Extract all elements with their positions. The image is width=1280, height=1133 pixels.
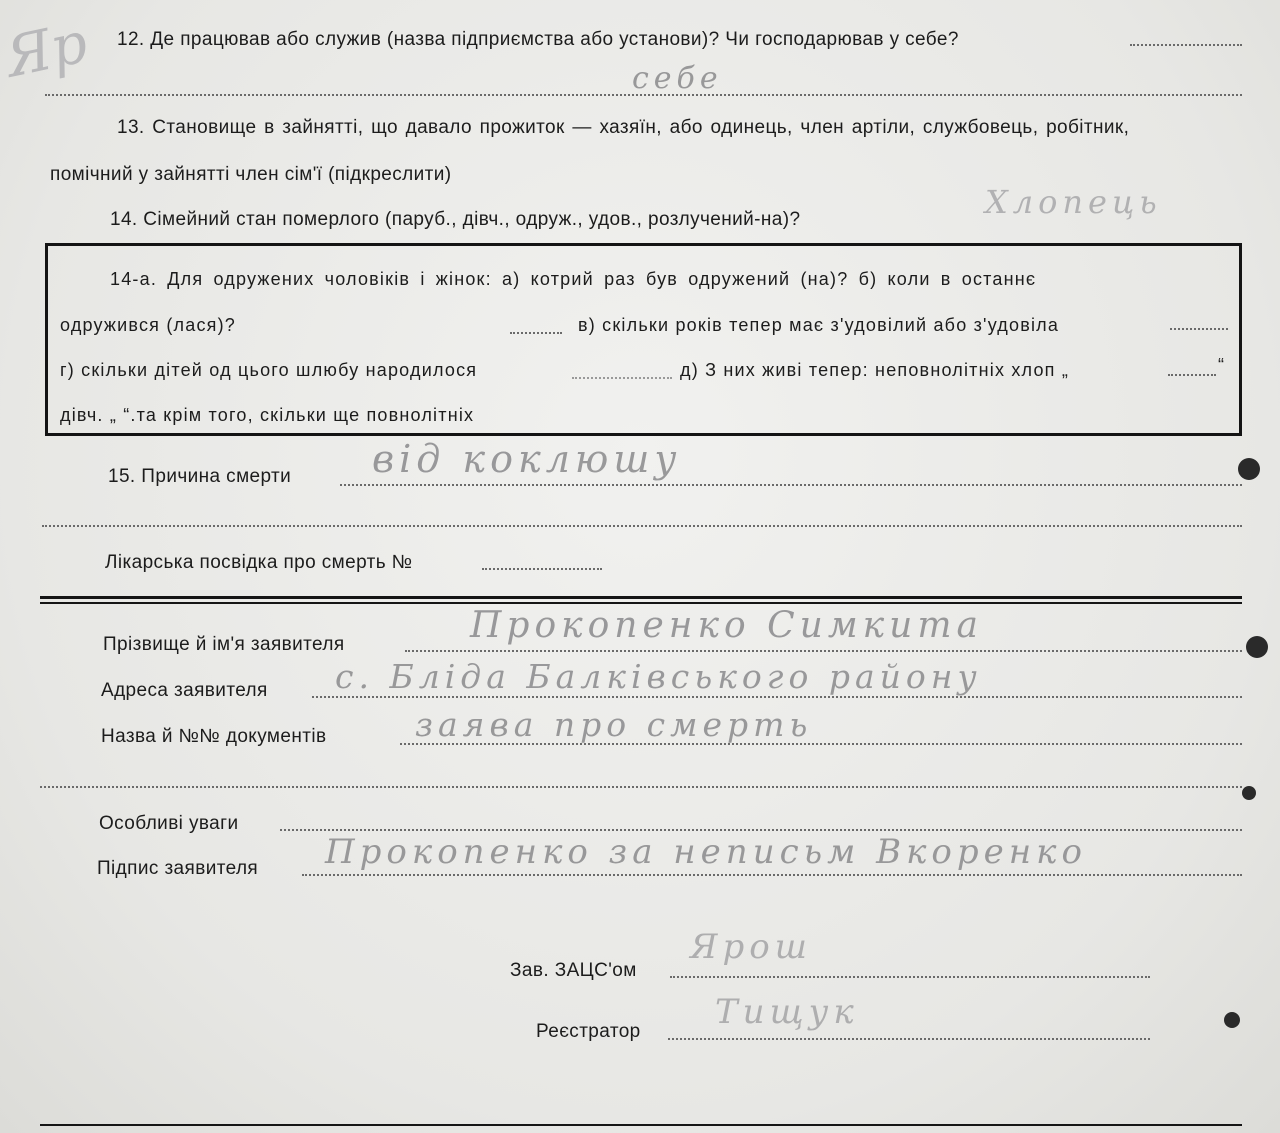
documents-extra-line xyxy=(40,786,1242,788)
q14a-line3a: г) скільки дітей од цього шлюбу народилося xyxy=(60,360,478,380)
documents-value: заява про смерть xyxy=(415,705,813,744)
q14a-line3-dots-b xyxy=(1168,374,1216,376)
notes-line xyxy=(280,829,1242,831)
q13-line2: помічний у зайнятті член сім'ї (підкреслити) xyxy=(50,164,452,185)
medical-number-line xyxy=(482,568,602,570)
punch-hole-icon xyxy=(1246,636,1268,658)
section-divider-top xyxy=(40,596,1242,599)
q12-line-a xyxy=(1130,44,1242,46)
head-line xyxy=(670,976,1150,978)
signature-label: Підпис заявителя xyxy=(97,858,259,879)
q13-line1: 13. Становище в зайнятті, що давало прожиток — хазяїн, або одинець, член артіли, службовець, робітник, xyxy=(117,117,1130,138)
q15-answer-line xyxy=(340,484,1242,486)
registrar-line xyxy=(668,1038,1150,1040)
applicant-name-line xyxy=(405,650,1242,652)
signature-value: Прокопенко за неписьм Вкоренко xyxy=(325,832,1087,872)
applicant-name-value: Прокопенко Симкита xyxy=(470,605,983,646)
registrar-signature: Тищук xyxy=(715,992,859,1032)
q15-extra-line xyxy=(42,525,1242,527)
q14a-line1: 14-а. Для одружених чоловіків і жінок: а) котрий раз був одружений (на)? б) коли в останнє xyxy=(110,269,1037,289)
q14-label: 14. Сімейний стан померлого (паруб., дівч., одруж., удов., розлучений-на)? xyxy=(110,209,801,230)
q14a-line2-dots-a xyxy=(510,332,562,334)
q14a-line2-dots-b xyxy=(1170,328,1228,330)
q14a-line2b: в) скільки років тепер має з'удовілий або з'удовіла xyxy=(578,315,1060,335)
applicant-address-label: Адреса заявителя xyxy=(101,680,268,701)
punch-hole-icon xyxy=(1224,1012,1240,1028)
registrar-label: Реєстратор xyxy=(536,1021,641,1042)
q15-answer: від коклюшу xyxy=(372,437,682,481)
q14a-line2a: одружився (лася)? xyxy=(60,315,236,335)
applicant-address-line xyxy=(312,696,1242,698)
q14a-line3c: “ xyxy=(1218,355,1225,375)
bottom-rule xyxy=(40,1124,1242,1126)
medical-label: Лікарська посвідка про смерть № xyxy=(105,552,413,573)
q14-answer: Хлопець xyxy=(985,183,1162,221)
documents-label: Назва й №№ документів xyxy=(101,726,327,747)
head-label: Зав. ЗАЦС'ом xyxy=(510,960,637,981)
head-signature: Ярош xyxy=(690,927,812,967)
applicant-name-label: Прізвище й ім'я заявителя xyxy=(103,634,345,655)
section-divider-bottom xyxy=(40,602,1242,604)
applicant-address-value: с. Бліда Балківського району xyxy=(335,657,982,696)
notes-label: Особливі уваги xyxy=(99,813,239,834)
q12-answer: себе xyxy=(632,61,723,96)
q14a-line4: дівч. „ “.та крім того, скільки ще повнолітніх xyxy=(60,405,475,425)
punch-hole-icon xyxy=(1242,786,1256,800)
punch-hole-icon xyxy=(1238,458,1260,480)
q14a-line3-dots-a xyxy=(572,377,672,379)
q12-label: 12. Де працював або служив (назва підприємства або установи)? Чи господарював у себе? xyxy=(117,29,959,50)
q14a-line3b: д) З них живі тепер: неповнолітніх хлоп „ xyxy=(680,360,1070,380)
q15-label: 15. Причина смерти xyxy=(108,466,292,487)
margin-note: Яр xyxy=(0,10,93,91)
signature-line xyxy=(302,874,1242,876)
